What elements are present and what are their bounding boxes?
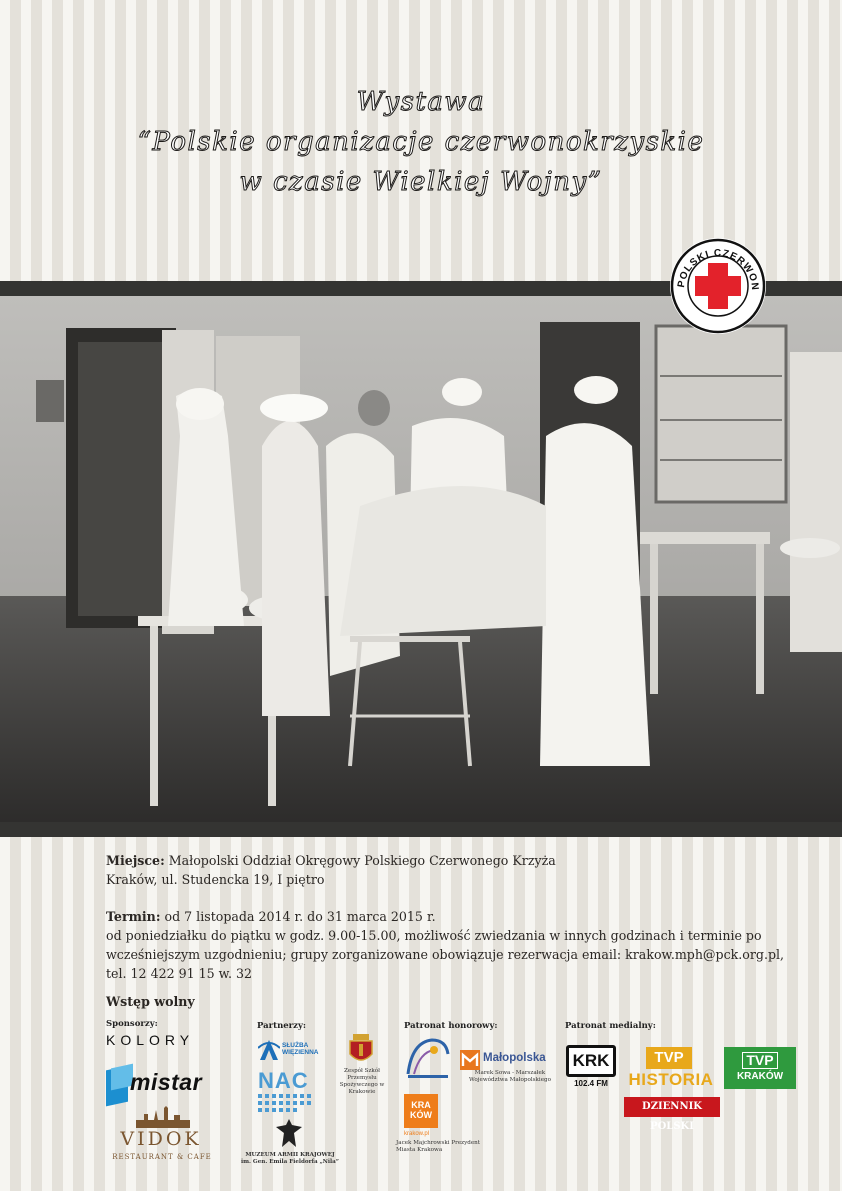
vidok-subtitle: RESTAURANT & CAFE [112, 1153, 212, 1161]
free-entry: Wstęp wolny [106, 994, 195, 1009]
red-cross-emblem [668, 236, 768, 336]
nac-dots-icon [258, 1094, 318, 1112]
hours-line-1: od poniedziałku do piątku w godz. 9.00-15.00, możliwość zwiedzania w innych godzinach i terminie po [106, 928, 762, 943]
malopolska-region-icon [404, 1034, 452, 1080]
nac-logo: NAC [258, 1068, 309, 1093]
tvp-krakow-top: TVP [742, 1052, 777, 1069]
exhibition-title [0, 82, 842, 202]
title-line-3: w czasie Wielkiej Wojny” [239, 167, 603, 197]
place-value: Małopolski Oddział Okręgowy Polskiego Czerwonego Krzyża [168, 853, 556, 868]
malopolska-icon [460, 1050, 480, 1070]
krakow-logo: KRA KÓW [404, 1094, 438, 1128]
marszalek-text: Marek Sowa - Marszałek Województwa Małopolskiego [469, 1070, 551, 1083]
partners-label: Partnerzy: [257, 1021, 307, 1031]
prezydent-text: Jacek Majchrowski Prezydent Miasta Krakowa [396, 1140, 480, 1153]
mistar-logo: mistar [130, 1069, 203, 1095]
krk-fm: 102.4 FM [574, 1079, 608, 1088]
sluzba-wiezienna-text: SŁUŻBA WIĘZIENNA [282, 1042, 319, 1056]
title-line-2: “Polskie organizacje czerwonokrzyskie [137, 127, 705, 157]
malopolska-logo: Małopolska [483, 1052, 546, 1064]
term-label: Termin: [106, 909, 161, 924]
tvp-krakow-logo [724, 1047, 796, 1089]
vidok-castle-icon [136, 1106, 190, 1128]
eagle-icon [276, 1119, 302, 1149]
school-crest-icon [348, 1034, 374, 1066]
emblem-text: POLSKI CZERWON [675, 247, 761, 292]
sluzba-wiezienna-icon [258, 1038, 280, 1062]
exhibition-info [106, 851, 785, 983]
place-label: Miejsce: [106, 853, 165, 868]
krk-logo: KRK [566, 1045, 616, 1077]
tvp-logo: TVP [646, 1047, 692, 1069]
krakow-pl: krakow.pl [404, 1131, 430, 1137]
tvp-krakow-bottom: KRAKÓW [736, 1071, 784, 1082]
tvp-historia-logo: HISTORIA [628, 1070, 714, 1089]
address: Kraków, ul. Studencka 19, I piętro [106, 872, 325, 887]
muzeum-ak-text: MUZEUM ARMII KRAJOWEJ im. Gen. Emila Fieldorfa „Nila” [240, 1152, 339, 1165]
zespol-szkol-text: Zespół Szkół Przemysłu Spożywczego w Krakowie [339, 1068, 385, 1095]
honorary-label: Patronat honorowy: [404, 1021, 498, 1031]
title-line-1: Wystawa [356, 87, 486, 117]
kolory-logo: KOLORY [106, 1032, 195, 1048]
phone: tel. 12 422 91 15 w. 32 [106, 966, 252, 981]
media-label: Patronat medialny: [565, 1021, 656, 1031]
hours-line-2: wcześniejszym uzgodnieniu; grupy zorganizowane obowiązuje rezerwacja email: krakow.mph@pck.org.pl, [106, 947, 785, 962]
vidok-logo: VIDOK [120, 1128, 202, 1150]
historical-photo [0, 296, 842, 822]
term-value: od 7 listopada 2014 r. do 31 marca 2015 r. [164, 909, 436, 924]
dziennik-polski-logo: DZIENNIK POLSKI [624, 1097, 720, 1117]
sponsors-label: Sponsorzy: [106, 1019, 158, 1029]
